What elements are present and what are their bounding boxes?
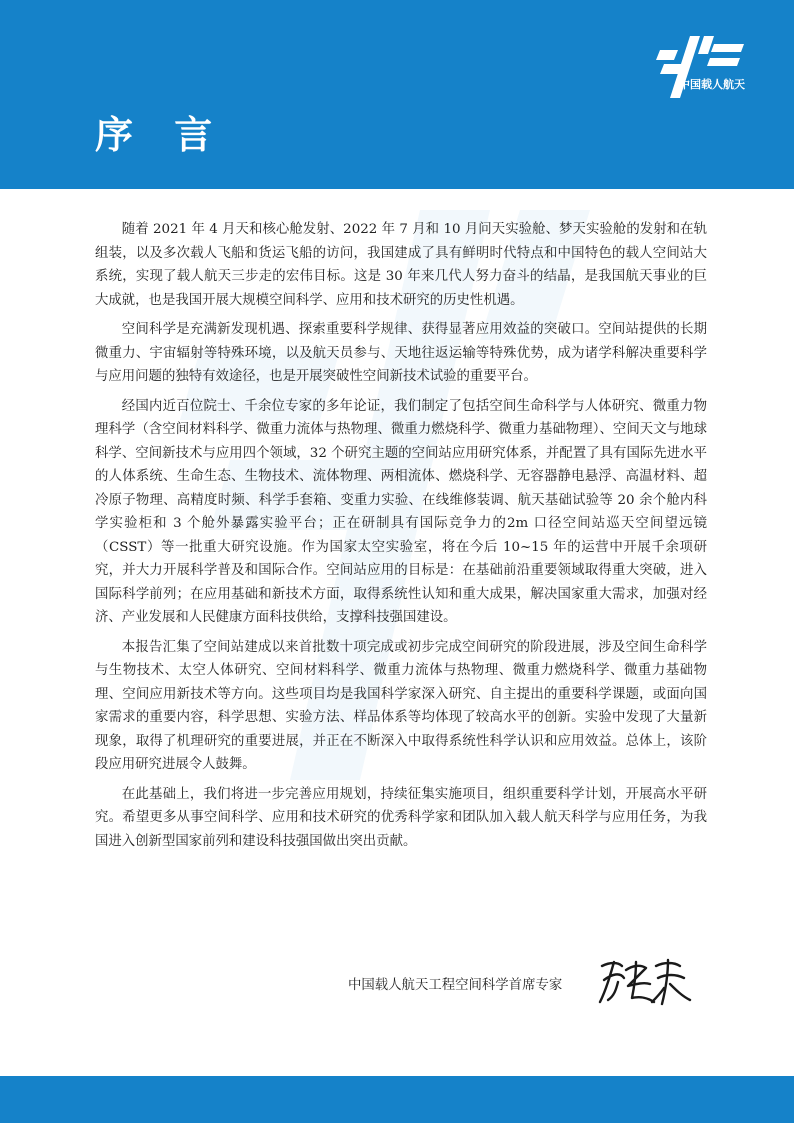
paragraph-2: 空间科学是充满新发现机遇、探索重要科学规律、获得显著应用效益的突破口。空间站提供的长期微重力、宇宙辐射等特殊环境，以及航天员参与、天地往返运输等特殊优势，成为诸学科解决重要科学与应用问题的独特有效途径，也是开展突破性空间新技术试验的重要平台。 xyxy=(95,322,707,384)
paragraph-3: 经国内近百位院士、千余位专家的多年论证，我们制定了包括空间生命科学与人体研究、微重力物理科学（含空间材料科学、微重力流体与热物理、微重力燃烧科学、微重力基础物理）、空间天文与地球科学、空间新技术与应用四个领域，32 个研究主题的空间站应用研究体系，并配置了具有国际先进水平的人体系统、生命生态、生物技术、流体物理、两相流体、燃烧科学、无容器静电悬浮、高温材料、超冷原子物理、高精度时频、科学手套箱、变重力实验、在线维修装调、航天基础试验等 20 余个舱内科学实验柜和 3 个舱外暴露实验平台；正在研制具有国际竞争力的2m 口径空间站巡天空间望远镜（CSST）等一批重大研究设施。作为国家太空实验室，将在今后 10~15 年的运营中开展千余项研究，并大力开展科学普及和国际合作。空间站应用的目标是：在基础前沿重要领域取得重大突破，进入国际科学前列；在应用基础和新技术方面，取得系统性认知和重大成果，解决国家重大需求，加强对经济、产业发展和人民健康方面科技供给，支撑科技强国建设。 xyxy=(95,398,707,625)
preface-body xyxy=(95,218,707,859)
header-banner xyxy=(0,0,794,189)
paragraph-5: 在此基础上，我们将进一步完善应用规划，持续征集实施项目，组织重要科学计划，开展高水平研究。希望更多从事空间科学、应用和技术研究的优秀科学家和团队加入载人航天科学与应用任务，为我国进入创新型国家前列和建设科技强国做出突出贡献。 xyxy=(95,786,707,849)
paragraph-4: 本报告汇集了空间站建成以来首批数十项完成或初步完成空间研究的阶段进展，涉及空间生命科学与生物技术、太空人体研究、空间材料科学、微重力流体与热物理、微重力燃烧科学、微重力基础物理、空间应用新技术等方向。这些项目均是我国科学家深入研究、自主提出的重要科学课题，或面向国家需求的重要内容，科学思想、实验方法、样品体系等均体现了较高水平的创新。实验中发现了大量新现象，取得了机理研究的重要进展，并正在不断深入中取得系统性科学认识和应用效益。总体上，该阶段应用研究进展令人鼓舞。 xyxy=(95,639,707,772)
logo-caption: 中国载人航天 xyxy=(679,78,745,91)
signature-block xyxy=(330,952,710,1012)
handwritten-signature xyxy=(596,952,696,1008)
paragraph-1: 随着 2021 年 4 月天和核心舱发射、2022 年 7 月和 10 月问天实验舱、梦天实验舱的发射和在轨组装，以及多次载人飞船和货运飞船的访问，我国建成了具有鲜明时代特点和中国特色的载人空间站大系统，实现了载人航天三步走的宏伟目标。这是 30 年来几代人努力奋斗的结晶，是我国航天事业的巨大成就，也是我国开展大规模空间科学、应用和技术研究的历史性机遇。 xyxy=(95,222,707,308)
footer-banner xyxy=(0,1076,794,1123)
signatory-title: 中国载人航天工程空间科学首席专家 xyxy=(348,978,563,993)
page-title: 序 言 xyxy=(95,113,227,157)
